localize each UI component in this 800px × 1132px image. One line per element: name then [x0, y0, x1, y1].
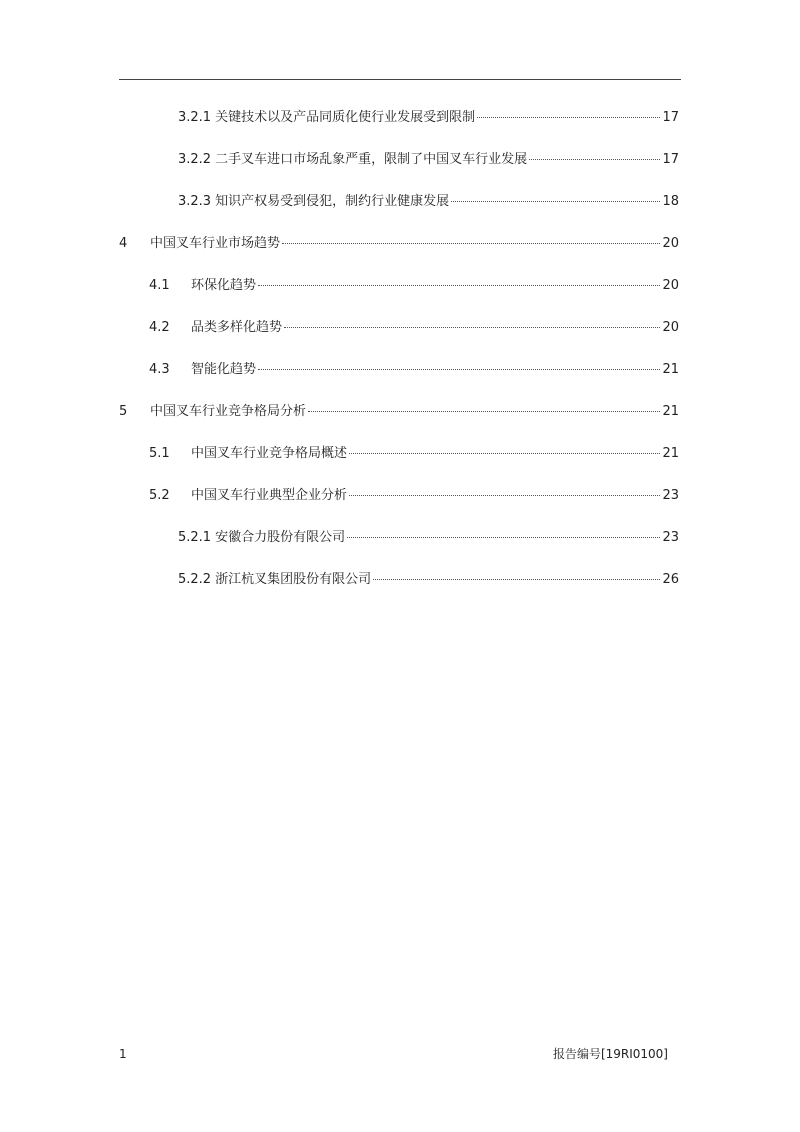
toc-entry-4-1[interactable]	[149, 276, 679, 296]
toc-page: 17	[662, 110, 679, 125]
toc-number: 3.2.3	[178, 194, 212, 209]
toc-title: 智能化趋势	[191, 362, 257, 377]
toc-page: 21	[662, 446, 679, 461]
dot-leader	[282, 243, 660, 244]
toc-entry-4-3[interactable]	[149, 360, 679, 380]
toc-title: 二手叉车进口市场乱象严重，限制了中国叉车行业发展	[215, 152, 528, 167]
toc-number: 4.3	[149, 362, 170, 377]
toc-page: 26	[662, 572, 679, 587]
toc-title: 中国叉车行业竞争格局概述	[191, 446, 348, 461]
dot-leader	[477, 117, 660, 118]
toc-entry-4[interactable]	[119, 234, 679, 254]
toc-number: 4.1	[149, 278, 170, 293]
toc-number: 5.1	[149, 446, 170, 461]
toc-entry-3-2-2[interactable]	[178, 150, 679, 170]
toc-title: 中国叉车行业竞争格局分析	[150, 404, 307, 419]
toc-page: 20	[662, 278, 679, 293]
toc-number: 4	[119, 236, 128, 251]
dot-leader	[258, 369, 660, 370]
dot-leader	[347, 537, 660, 538]
dot-leader	[349, 453, 660, 454]
toc-entry-5-2[interactable]	[149, 486, 679, 506]
toc-entry-3-2-1[interactable]	[178, 108, 679, 128]
dot-leader	[284, 327, 660, 328]
toc-page: 21	[662, 362, 679, 377]
toc-title: 中国叉车行业典型企业分析	[191, 488, 348, 503]
dot-leader	[308, 411, 660, 412]
toc-title: 知识产权易受到侵犯，制约行业健康发展	[215, 194, 450, 209]
toc-number: 5.2.1	[178, 530, 212, 545]
toc-number: 3.2.2	[178, 152, 212, 167]
toc-entry-3-2-3[interactable]	[178, 192, 679, 212]
toc-page: 18	[662, 194, 679, 209]
dot-leader	[373, 579, 660, 580]
dot-leader	[258, 285, 660, 286]
toc-page: 20	[662, 236, 679, 251]
toc-title: 品类多样化趋势	[191, 320, 283, 335]
toc-title: 浙江杭叉集团股份有限公司	[215, 572, 372, 587]
toc-title: 安徽合力股份有限公司	[215, 530, 346, 545]
dot-leader	[451, 201, 660, 202]
toc-page: 21	[662, 404, 679, 419]
toc-title: 关键技术以及产品同质化使行业发展受到限制	[215, 110, 476, 125]
toc-page: 20	[662, 320, 679, 335]
toc-title: 中国叉车行业市场趋势	[150, 236, 281, 251]
toc-title: 环保化趋势	[191, 278, 257, 293]
toc-entry-5-2-2[interactable]	[178, 570, 679, 590]
toc-page: 23	[662, 488, 679, 503]
toc-page: 23	[662, 530, 679, 545]
toc-number: 5.2.2	[178, 572, 212, 587]
toc-number: 5.2	[149, 488, 170, 503]
dot-leader	[349, 495, 660, 496]
dot-leader	[529, 159, 660, 160]
report-id: 报告编号[19RI0100]	[552, 1047, 668, 1061]
toc-entry-5-2-1[interactable]	[178, 528, 679, 548]
toc-page: 17	[662, 152, 679, 167]
toc-entry-4-2[interactable]	[149, 318, 679, 338]
page-number: 1	[119, 1047, 127, 1061]
toc-entry-5[interactable]	[119, 402, 679, 422]
toc-number: 4.2	[149, 320, 170, 335]
toc-entry-5-1[interactable]	[149, 444, 679, 464]
toc-number: 5	[119, 404, 128, 419]
toc-number: 3.2.1	[178, 110, 212, 125]
